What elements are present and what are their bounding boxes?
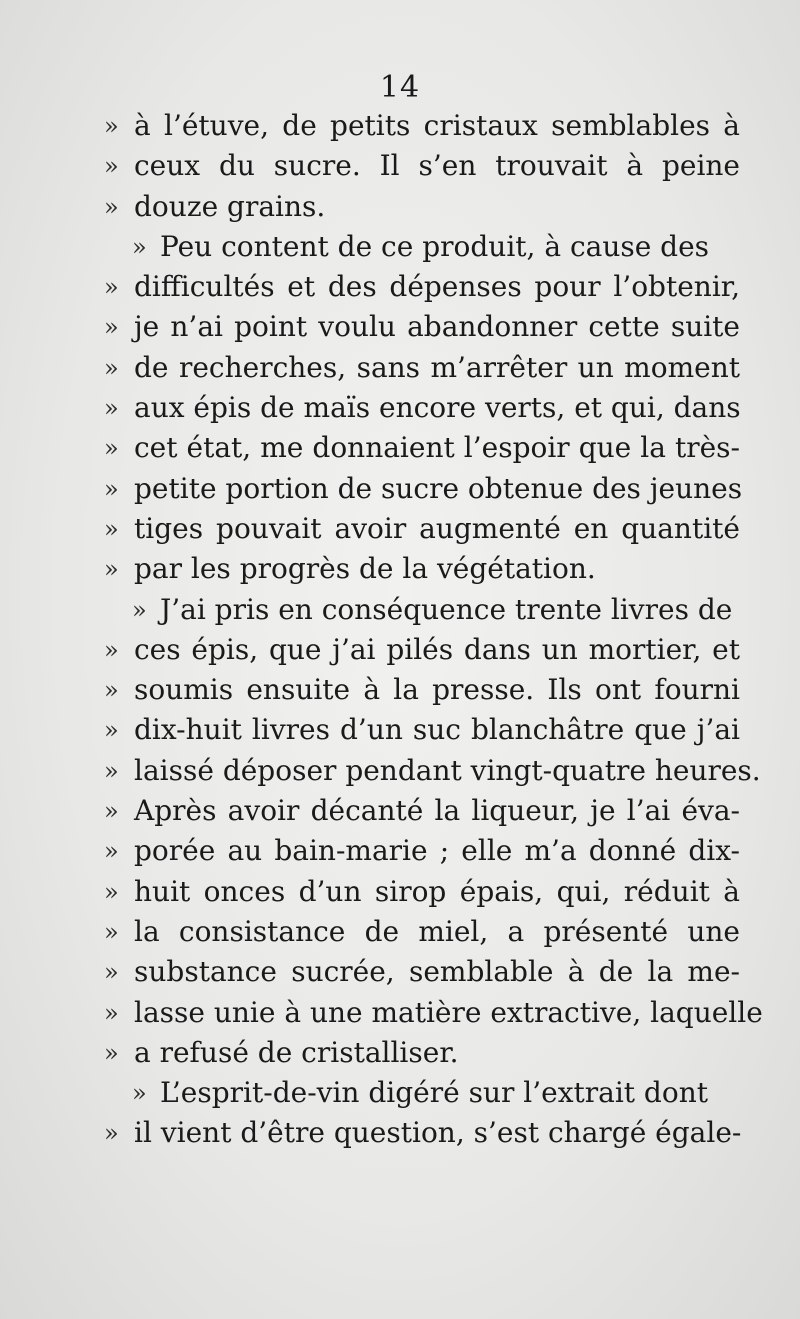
line-text: douze grains. [134,189,326,223]
text-line [100,630,740,670]
quotation-mark: » [132,1079,147,1108]
quotation-mark: » [104,112,119,140]
quotation-mark: » [104,514,119,543]
text-line [100,993,763,1033]
quotation-mark: » [104,152,119,181]
quotation-mark: » [104,273,119,302]
text-line [100,146,740,186]
text-line [100,1033,740,1073]
quotation-mark: » [104,434,119,463]
line-text: tiges pouvait avoir augmenté en quantité [134,511,740,545]
line-text: je n’ai point voulu abandonner cette suite [134,310,740,344]
line-text: de recherches, sans m’arrêter un moment [134,350,740,384]
text-line [100,791,740,831]
text-line [100,952,740,992]
line-text: la consistance de miel, a présenté une [134,914,740,948]
quotation-mark: » [104,474,119,503]
quotation-mark: » [104,837,119,866]
text-line [100,106,740,146]
line-text: a refusé de cristalliser. [134,1035,459,1069]
line-text: huit onces d’un sirop épais, qui, réduit à [134,874,740,908]
line-text: difficultés et des dépenses pour l’obtenir, [134,270,740,304]
line-text: petite portion de sucre obtenue des jeunes [134,471,743,505]
line-text: ces épis, que j’ai pilés dans un mortier, et [134,632,740,666]
text-line [100,831,740,871]
line-text: J’ai pris en conséquence trente livres de [160,592,733,626]
text-line [100,187,740,227]
quotation-mark: » [104,353,119,382]
text-line [100,348,740,388]
text-line [100,509,740,549]
line-text: aux épis de maïs encore verts, et qui, dans [134,391,741,425]
line-text: lasse unie à une matière extractive, laquelle [134,995,763,1029]
text-line [100,912,740,952]
quotation-mark: » [104,877,119,906]
quotation-mark: » [104,676,119,705]
quotation-mark: » [104,1119,119,1148]
text-line [100,1113,740,1153]
page-number: 14 [379,70,421,105]
quotation-mark: » [104,756,119,785]
text-line [100,549,740,589]
quotation-mark: » [104,917,119,946]
line-text: Après avoir décanté la liqueur, je l’ai éva- [134,794,740,828]
quotation-mark: » [104,1038,119,1067]
text-line [100,428,740,468]
line-text: L’esprit-de-vin digéré sur l’extrait dont [160,1076,708,1110]
line-text: substance sucrée, semblable à de la me- [134,955,740,989]
line-text: porée au bain-marie ; elle m’a donné dix- [134,834,740,868]
quotation-mark: » [132,595,147,624]
line-text: cet état, me donnaient l’espoir que la très- [134,431,740,465]
line-text: dix-huit livres d’un suc blanchâtre que j’ai [134,713,740,747]
quotation-mark: » [104,394,119,423]
line-text: ceux du sucre. Il s’en trouvait à peine [134,149,740,183]
text-line [100,590,740,630]
text-line [100,307,740,347]
text-line [100,751,761,791]
text-line [100,872,740,912]
text-line [100,670,740,710]
text-line [100,388,740,428]
text-line [100,1073,740,1113]
text-line [100,710,740,750]
quotation-mark: » [132,232,147,261]
quotation-mark: » [104,998,119,1027]
text-line [100,469,743,509]
quotation-mark: » [104,716,119,745]
quotation-mark: » [104,313,119,342]
body-text [100,106,763,1154]
line-text: à l’étuve, de petits cristaux semblables à [134,109,740,142]
line-text: par les progrès de la végétation. [134,552,596,586]
quotation-mark: » [104,958,119,987]
text-line [100,227,740,267]
text-line [100,267,740,307]
quotation-mark: » [104,797,119,826]
line-text: il vient d’être question, s’est chargé égale- [134,1116,742,1150]
line-text: laissé déposer pendant vingt-quatre heures. [134,753,761,787]
quotation-mark: » [104,555,119,584]
quotation-mark: » [104,192,119,221]
line-text: Peu content de ce produit, à cause des [160,229,710,263]
line-text: soumis ensuite à la presse. Ils ont fourni [134,673,740,707]
quotation-mark: » [104,635,119,664]
